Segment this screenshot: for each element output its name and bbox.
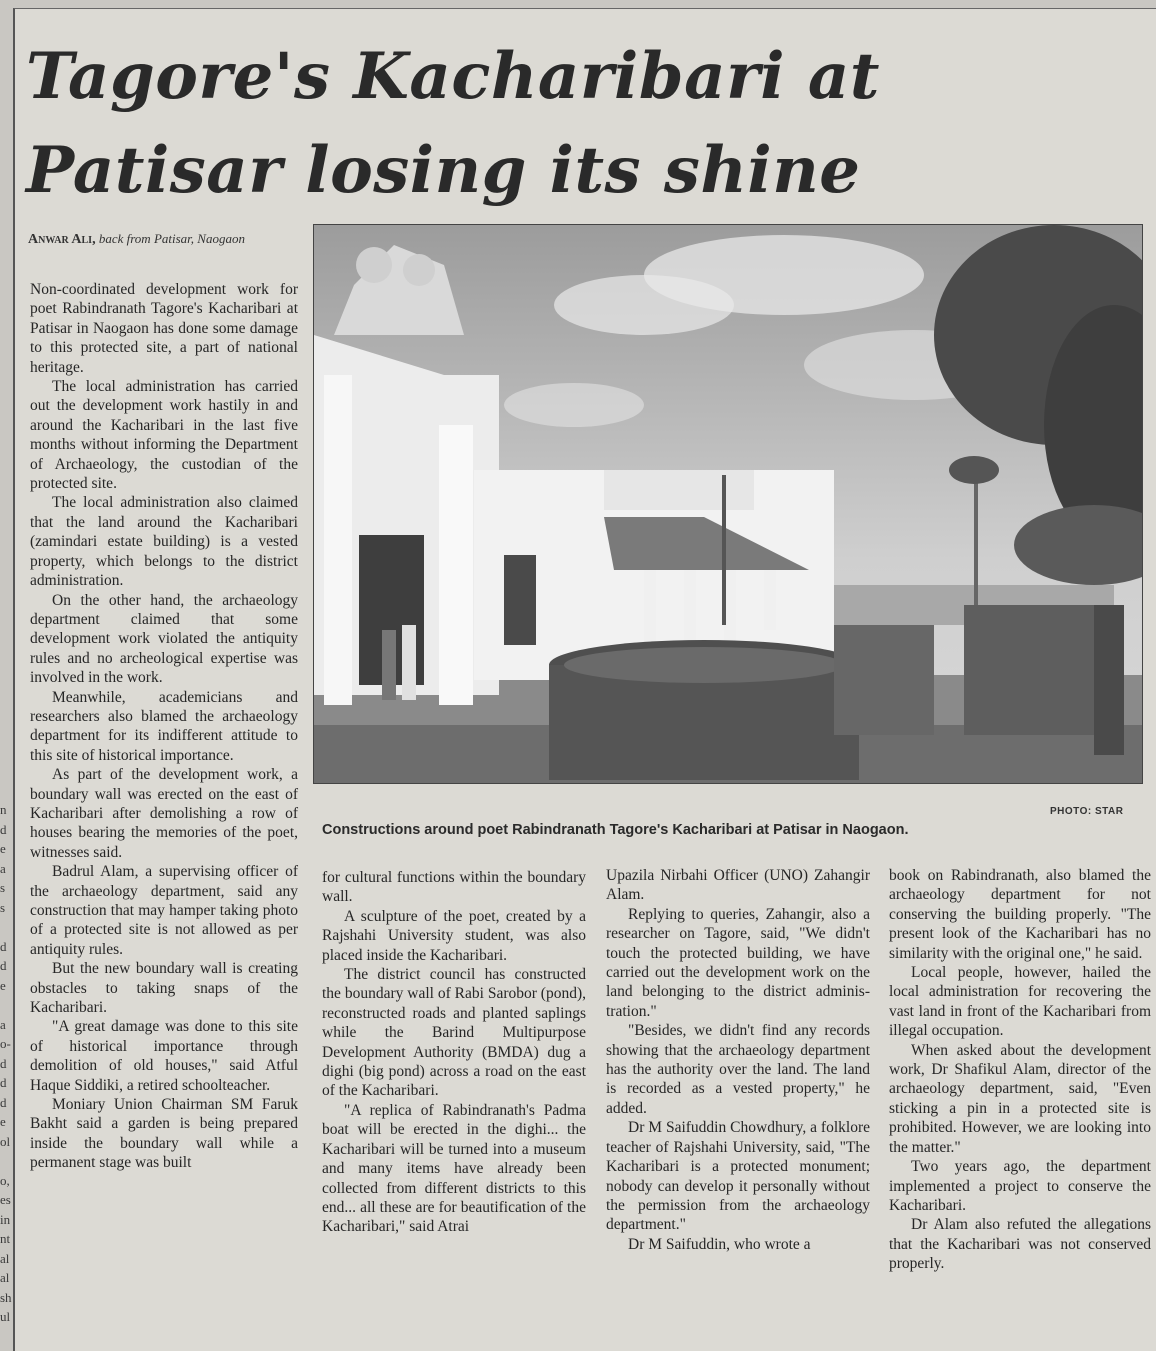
adjacent-fragment: e [0, 841, 6, 856]
article-column-3 [606, 866, 870, 1328]
article-paragraph: Meanwhile, academicians and researchers also blamed the archaeology department for its indifferent attitude to this site of historical importance. [30, 688, 298, 764]
byline-location: back from Patisar, Naogaon [98, 231, 245, 246]
kacharibari-photo-illustration [314, 225, 1142, 783]
photo-credit: PHOTO: STAR [1050, 806, 1124, 817]
adjacent-fragment [0, 1151, 14, 1171]
adjacent-fragment: d [0, 1075, 7, 1090]
article-paragraph: Dr M Saifuddin Chowdhury, a folklore teacher of Rajshahi University, said, "The Kacharibari is a protected monument; nobody can develop it personally without the permission from the archaeology department." [606, 1119, 870, 1234]
byline-author: Anwar Ali, [28, 232, 96, 247]
adjacent-fragment: s [0, 899, 6, 915]
article-paragraph: "A great damage was done to this site of historical importance through demolition of old houses," said Atful Haque Siddiki, a retired schoolteacher. [30, 1018, 298, 1094]
adjacent-fragment: e [0, 1114, 6, 1129]
adjacent-fragment: d [0, 1094, 7, 1110]
article-paragraph: A sculpture of the poet, created by a Rajshahi University student, was also placed inside the Kacharibari. [322, 907, 586, 964]
headline: Tagore's Kacharibari at Patisar losing its shine [26, 39, 880, 208]
adjacent-fragment: in [0, 1211, 11, 1227]
adjacent-fragment: d [0, 821, 7, 837]
adjacent-fragment: ul [0, 1309, 11, 1324]
adjacent-fragment: a [0, 860, 6, 876]
adjacent-fragment: d [0, 1055, 7, 1071]
article-paragraph: Dr M Saifuddin, who wrote a [628, 1235, 811, 1253]
adjacent-fragment: al [0, 1270, 10, 1285]
adjacent-fragment [0, 995, 14, 1015]
article-column-1 [30, 280, 298, 1328]
adjacent-fragment: o, [0, 1172, 10, 1188]
article-paragraph: Local people, however, hailed the local administration for recovering the vast land in front of the Kacharibari from illegal occupation. [889, 964, 1151, 1040]
adjacent-fragment: ol [0, 1133, 11, 1149]
article-paragraph: Upazila Nirbahi Officer (UNO) Zahangir Alam. [606, 867, 870, 904]
article-paragraph: for cultural functions within the boundary wall. [322, 869, 586, 906]
article-paragraph: Dr Alam also refuted the allegations that the Kacharibari was not conserved properly. [889, 1216, 1151, 1273]
adjacent-fragment: n [0, 802, 7, 817]
byline [28, 230, 298, 248]
article-column-4 [889, 866, 1151, 1328]
article-paragraph: "A replica of Rabindranath's Padma boat will be erected in the dighi... the Kacharibari will be turned into a museum and many items have already been collected from different districts to this end... all these are for beautification of the Kacharibari," said Atrai [322, 1101, 586, 1236]
adjacent-fragment: sh [0, 1289, 12, 1305]
article-paragraph: But the new boundary wall is creating obstacles to taking snaps of the Kacharibari. [30, 960, 298, 1017]
photo-caption: Constructions around poet Rabindranath Tagore's Kacharibari at Patisar in Naogaon. [322, 822, 909, 838]
article-paragraph: When asked about the development work, Dr Shafikul Alam, director of the archaeology department, said, "Even sticking a pin in a protected site is prohibited. However, we are looking into the matter." [889, 1041, 1151, 1156]
article-paragraph: Two years ago, the department implemented a project to conserve the Kacharibari. [889, 1158, 1151, 1214]
adjacent-fragment: al [0, 1250, 10, 1266]
article-column-2 [322, 868, 586, 1330]
article-photo [313, 224, 1143, 784]
adjacent-fragment: nt [0, 1231, 11, 1246]
adjacent-column-fragments [0, 800, 14, 1327]
article-paragraph: On the other hand, the archaeology department claimed that some development work violated the antiquity rules and no archeological expertise was involved in the work. [30, 591, 298, 687]
adjacent-fragment: d [0, 938, 7, 954]
adjacent-fragment: es [0, 1192, 11, 1207]
adjacent-fragment [0, 917, 14, 937]
article-paragraph: Badrul Alam, a supervising officer of the archaeology department, said any construction that may hamper taking photo of a protected site is not allowed as per antiquity rules. [30, 863, 298, 958]
article-paragraph: Moniary Union Chairman SM Faruk Bakht said a garden is being prepared inside the boundary wall while a permanent stage was built [30, 1096, 298, 1172]
article-paragraph: Non-coordinated development work for poet Rabindranath Tagore's Kacharibari at Patisar in Naogaon has done some damage to this protected site, a part of national heritage. [30, 281, 298, 376]
article-paragraph: As part of the development work, a boundary wall was erected on the east of Kacharibari after demolishing a row of houses bearing the memories of the poet, witnesses said. [30, 766, 298, 861]
article-paragraph: The district council has constructed the boundary wall of Rabi Sarobor (pond), reconstructed roads and planted saplings while the Barind Multipurpose Development Authority (BMDA) dug a dighi (big pond) across a road on the east of the Kacharibari. [322, 966, 586, 1100]
adjacent-fragment: e [0, 977, 6, 993]
article-paragraph: The local administration has carried out the development work hastily in and around the Kacharibari in the last five months without informing the Department of Archaeology, the custodian of the protected site. [30, 378, 298, 493]
adjacent-fragment: s [0, 880, 6, 895]
adjacent-fragment: a [0, 1016, 6, 1032]
adjacent-fragment: o- [0, 1036, 11, 1051]
article-paragraph: book on Rabindranath, also blamed the archaeology department for not conserving the building properly. "The present look of the Kacharibari has no similarity with the original one," he said. [889, 867, 1151, 962]
article-paragraph: Replying to queries, Zahangir, also a researcher on Tagore, said, "We didn't touch the protected building, we have carried out the development work on the land belonging to the district administration." [606, 905, 870, 1020]
article-paragraph: "Besides, we didn't find any records showing that the archaeology department has the authority over the land. The land is recorded as a vested property," he added. [606, 1022, 870, 1117]
adjacent-fragment: d [0, 958, 7, 973]
article-paragraph: The local administration also claimed that the land around the Kacharibari (zamindari estate building) is a vested property, which belongs to the district administration. [30, 494, 298, 590]
